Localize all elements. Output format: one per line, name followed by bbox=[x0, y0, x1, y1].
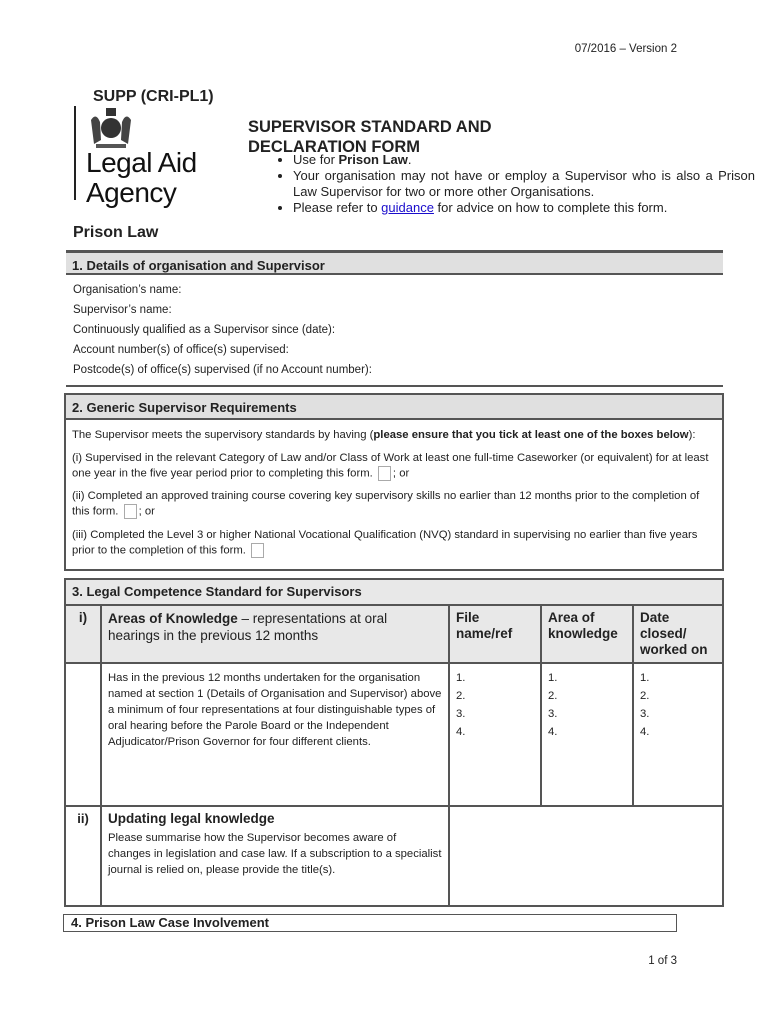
area-knowledge-entries[interactable]: 1. 2. 3. 4. bbox=[541, 663, 633, 806]
option-i-checkbox[interactable] bbox=[378, 466, 391, 481]
option-iii: (iii) Completed the Level 3 or higher National Vocational Qualification (NVQ) standard in supervising no earlier than five years prior to the completion of this form. bbox=[72, 528, 698, 557]
legal-aid-agency-logo bbox=[74, 104, 214, 214]
date-closed-header: Date closed/ worked on bbox=[633, 605, 723, 663]
section-3-heading: 3. Legal Competence Standard for Supervisors bbox=[65, 579, 723, 605]
option-ii-checkbox[interactable] bbox=[124, 504, 137, 519]
row-i-spacer bbox=[65, 663, 101, 806]
logo-line2: Agency bbox=[86, 177, 177, 208]
section-2-intro: The Supervisor meets the supervisory standards by having (please ensure that you tick at least one of the boxes below): bbox=[72, 429, 696, 441]
updating-knowledge-input[interactable] bbox=[449, 806, 723, 906]
page-title bbox=[248, 117, 492, 157]
version-label: 07/2016 – Version 2 bbox=[574, 43, 677, 55]
section-1 bbox=[66, 250, 723, 387]
subtitle: Prison Law bbox=[73, 224, 159, 241]
row-ii-number: ii) bbox=[65, 806, 101, 906]
areas-of-knowledge-header: Areas of Knowledge – representations at oral hearings in the previous 12 months bbox=[101, 605, 449, 663]
row-i-number: i) bbox=[65, 605, 101, 663]
title-line2: DECLARATION FORM bbox=[248, 138, 421, 156]
organisation-name-field[interactable]: Organisation’s name: bbox=[73, 284, 182, 296]
file-ref-header: File name/ref bbox=[449, 605, 541, 663]
date-closed-entries[interactable]: 1. 2. 3. 4. bbox=[633, 663, 723, 806]
guidance-link[interactable]: guidance bbox=[381, 200, 434, 215]
updating-knowledge-title: Updating legal knowledge bbox=[108, 811, 275, 826]
supervisor-name-field[interactable]: Supervisor’s name: bbox=[73, 304, 172, 316]
updating-knowledge-body: Please summarise how the Supervisor becomes aware of changes in legislation and case law. If a subscription to a specialist journal is relied on, please provide the title(s). bbox=[108, 832, 442, 876]
section-2-heading: 2. Generic Supervisor Requirements bbox=[66, 395, 722, 420]
qualified-since-field[interactable]: Continuously qualified as a Supervisor since (date): bbox=[73, 324, 336, 336]
postcodes-field[interactable]: Postcode(s) of office(s) supervised (if no Account number): bbox=[73, 364, 372, 376]
title-line1: SUPERVISOR STANDARD AND bbox=[248, 118, 492, 136]
option-i: (i) Supervised in the relevant Category of Law and/or Class of Work at least one full-time Caseworker (or equivalent) for at least one year in the five year period prior to completing this form. ; or bbox=[72, 452, 709, 480]
file-ref-entries[interactable]: 1. 2. 3. 4. bbox=[449, 663, 541, 806]
account-numbers-field[interactable]: Account number(s) of office(s) supervised: bbox=[73, 344, 289, 356]
bullet-item: • Please refer to guidance for advice on how to complete this form. bbox=[293, 200, 755, 216]
option-ii: (ii) Completed an approved training course covering key supervisory skills no earlier than 12 months prior to the completion of this form. ; or bbox=[72, 490, 700, 518]
royal-crest-icon bbox=[86, 106, 136, 150]
areas-of-knowledge-body: Has in the previous 12 months undertaken for the organisation named at section 1 (Details of Organisation and Supervisor) above a minimum of four representations at four distinguishable types of oral hearing before the Parole Board or the Independent Adjudicator/Prison Governor for four different clients. bbox=[101, 663, 449, 806]
logo-line1: Legal Aid bbox=[86, 147, 197, 178]
area-knowledge-header: Area of knowledge bbox=[541, 605, 633, 663]
bullet-item: • Your organisation may not have or employ a Supervisor who is also a Prison Law Supervisor for two or more other Organisations. bbox=[293, 168, 755, 200]
page-number: 1 of 3 bbox=[648, 955, 677, 967]
updating-knowledge-cell bbox=[101, 806, 449, 906]
section-3-table bbox=[64, 578, 724, 907]
bullet-item: • Use for Prison Law. bbox=[293, 152, 755, 168]
section-2 bbox=[64, 393, 724, 571]
form-code: SUPP (CRI-PL1) bbox=[93, 88, 214, 105]
section-4-heading: 4. Prison Law Case Involvement bbox=[63, 914, 677, 932]
section-1-heading: 1. Details of organisation and Supervisor bbox=[66, 250, 723, 275]
option-iii-checkbox[interactable] bbox=[251, 543, 264, 558]
instructions-list bbox=[255, 152, 755, 216]
